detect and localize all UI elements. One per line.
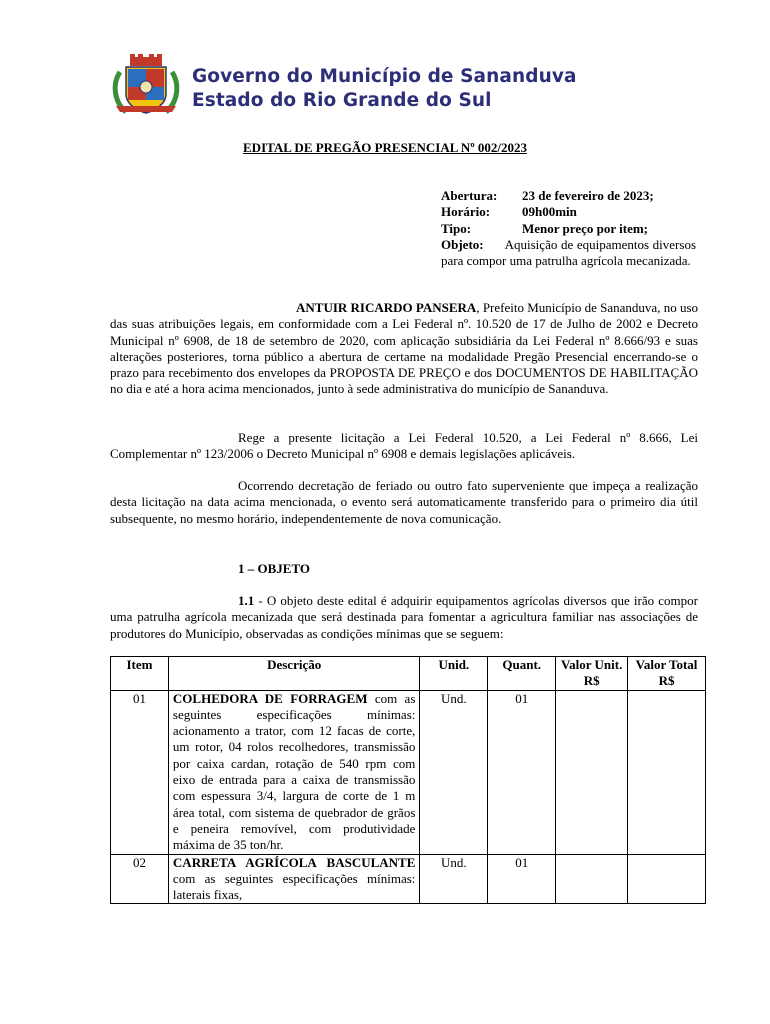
abertura-value: 23 de fevereiro de 2023;	[522, 188, 654, 203]
letterhead	[110, 54, 670, 114]
document-title: EDITAL DE PREGÃO PRESENCIAL Nº 002/2023	[243, 140, 527, 155]
holiday-paragraph: Ocorrendo decretação de feriado ou outro fato superveniente que impeça a realização desta licitação na data acima mencionada, o evento será automaticamente transferido para o primeiro dia útil subsequente, no mesmo horário, independentemente de nova comunicação.	[110, 478, 698, 526]
clause-number: 1.1	[238, 593, 255, 608]
item-description: com as seguintes especificações mínimas: acionamento a trator, com 12 facas de corte, um rotor, 04 rolos recolhedores, transmissão por caixa cardan, rotação de 540 rpm com eixo de entrada para a caixa de transmissão com espessura 3/4, largura de corte de 1 m área total, com sistema de quebrador de grãos e peneira removível, com produtividade máxima de 35 ton/hr.	[172, 690, 416, 853]
intro-paragraph	[110, 300, 698, 398]
header-valor-unit: Valor Unit. R$	[556, 657, 628, 691]
objeto-label: Objeto:	[441, 236, 484, 252]
objeto-value: Aquisição de equipamentos diversos para compor uma patrulha agrícola mecanizada.	[441, 236, 696, 269]
horario-label: Horário:	[441, 204, 491, 220]
header-descricao: Descrição	[168, 657, 419, 691]
cell-valor-total	[628, 690, 706, 854]
item-description: com as seguintes especificações mínimas: laterais fixas,	[172, 870, 416, 903]
intro-text: , Prefeito Município de Sananduva, no uso das suas atribuições legais, em conformidade com a Lei Federal nº. 10.520 de 17 de Julho de 2002 e Decreto Municipal nº 6908, de 18 de setembro de 2020, com aplicação subsidiária da Lei Federal nº 8.666/93 e suas alterações posteriores, torna público a abertura de certame na modalidade Pregão Presencial encerrando-se o prazo para recebimento dos envelopes da PROPOSTA DE PREÇO e dos DOCUMENTOS DE HABILITAÇÃO no dia e até a hora acima mencionados, junto à sede administrativa do município de Sananduva.	[110, 300, 699, 397]
legal-basis-paragraph: Rege a presente licitação a Lei Federal 10.520, a Lei Federal nº 8.666, Lei Complementar nº 123/2006 o Decreto Municipal nº 6908 e demais legislações aplicáveis.	[110, 430, 698, 462]
header-unid: Unid.	[420, 657, 488, 691]
cell-descricao	[168, 854, 419, 904]
cell-unid: Und.	[420, 854, 488, 904]
mayor-name: ANTUIR RICARDO PANSERA	[296, 300, 477, 315]
table-row	[111, 854, 706, 904]
state-name: Estado do Rio Grande do Sul	[192, 90, 492, 111]
cell-quant: 01	[488, 854, 556, 904]
municipal-crest-icon	[110, 54, 182, 116]
section-heading-objeto: 1 – OBJETO	[238, 561, 311, 576]
cell-descricao	[168, 690, 419, 854]
object-paragraph	[110, 593, 698, 642]
notice-info-block	[441, 188, 696, 269]
tipo-value: Menor preço por item;	[522, 220, 648, 236]
object-text: - O objeto deste edital é adquirir equipamentos agrícolas diversos que irão compor uma patrulha agrícola mecanizada que será destinada para fomentar a agricultura familiar nas associações de produtores do Município, observadas as condições mínimas que se seguem:	[110, 593, 698, 641]
cell-quant: 01	[488, 690, 556, 854]
government-name: Governo do Município de Sananduva	[192, 66, 577, 87]
objeto-block	[441, 237, 696, 270]
table-row	[111, 690, 706, 854]
abertura-label: Abertura:	[441, 188, 498, 203]
cell-item: 02	[111, 854, 169, 904]
table-header-row	[111, 657, 706, 691]
cell-unid: Und.	[420, 690, 488, 854]
header-valor-total: Valor Total R$	[628, 657, 706, 691]
item-title: CARRETA AGRÍCOLA BASCULANTE	[172, 854, 416, 870]
items-table	[110, 656, 706, 904]
cell-valor-total	[628, 854, 706, 904]
cell-valor-unit	[556, 690, 628, 854]
horario-value: 09h00min	[522, 204, 577, 220]
tipo-label: Tipo:	[441, 220, 472, 236]
item-title: COLHEDORA DE FORRAGEM	[172, 690, 368, 706]
cell-valor-unit	[556, 854, 628, 904]
header-item: Item	[111, 657, 169, 691]
header-quant: Quant.	[488, 657, 556, 691]
cell-item: 01	[111, 690, 169, 854]
